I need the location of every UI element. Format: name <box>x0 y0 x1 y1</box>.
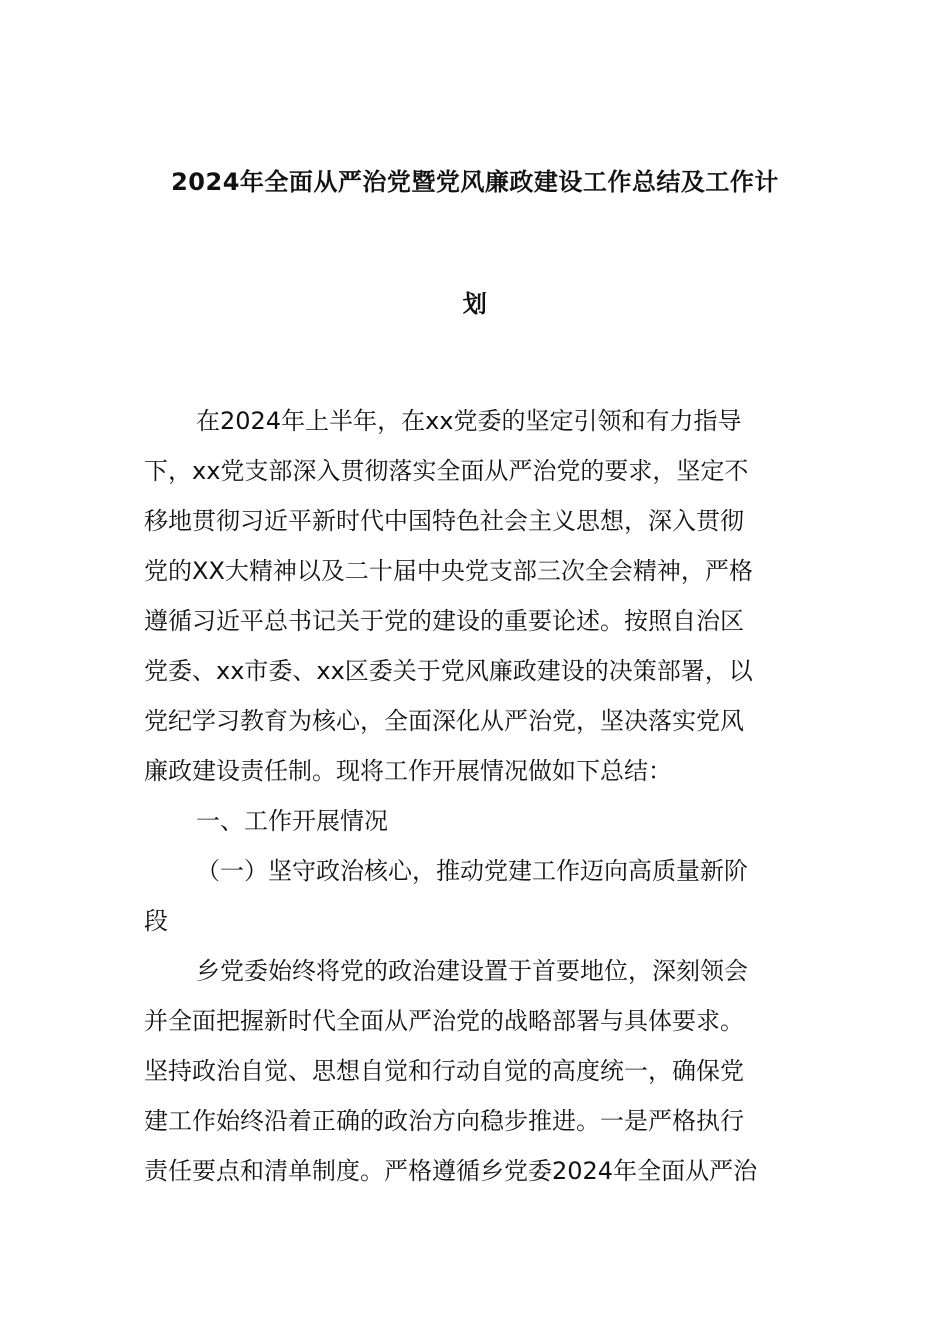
body-line: 在2024年上半年，在xx党委的坚定引领和有力指导 <box>196 407 742 435</box>
body-line: 遵循习近平总书记关于党的建设的重要论述。按照自治区 <box>144 607 744 635</box>
body-line: 党纪学习教育为核心，全面深化从严治党，坚决落实党风 <box>144 707 744 735</box>
body-line: 坚持政治自觉、思想自觉和行动自觉的高度统一，确保党 <box>144 1057 744 1085</box>
body-line: 党的XX大精神以及二十届中央党支部三次全会精神，严格 <box>144 557 753 585</box>
body-line: 乡党委始终将党的政治建设置于首要地位，深刻领会 <box>196 957 748 985</box>
subsection-heading-cont: 段 <box>144 907 168 935</box>
body-line: 并全面把握新时代全面从严治党的战略部署与具体要求。 <box>144 1007 744 1035</box>
body-line: 责任要点和清单制度。严格遵循乡党委2024年全面从严治 <box>144 1157 758 1185</box>
body-line: 移地贯彻习近平新时代中国特色社会主义思想，深入贯彻 <box>144 507 744 535</box>
section-heading: 一、工作开展情况 <box>196 807 388 835</box>
body-line: 廉政建设责任制。现将工作开展情况做如下总结： <box>144 757 672 785</box>
body-line: 党委、xx市委、xx区委关于党风廉政建设的决策部署，以 <box>144 657 753 685</box>
document-title-line-2: 划 <box>462 290 488 318</box>
body-line: 下，xx党支部深入贯彻落实全面从严治党的要求，坚定不 <box>144 457 749 485</box>
body-line: 建工作始终沿着正确的政治方向稳步推进。一是严格执行 <box>144 1107 744 1135</box>
document-title-line-1: 2024年全面从严治党暨党风廉政建设工作总结及工作计 <box>171 168 779 196</box>
subsection-heading: （一）坚守政治核心，推动党建工作迈向高质量新阶 <box>196 857 748 885</box>
